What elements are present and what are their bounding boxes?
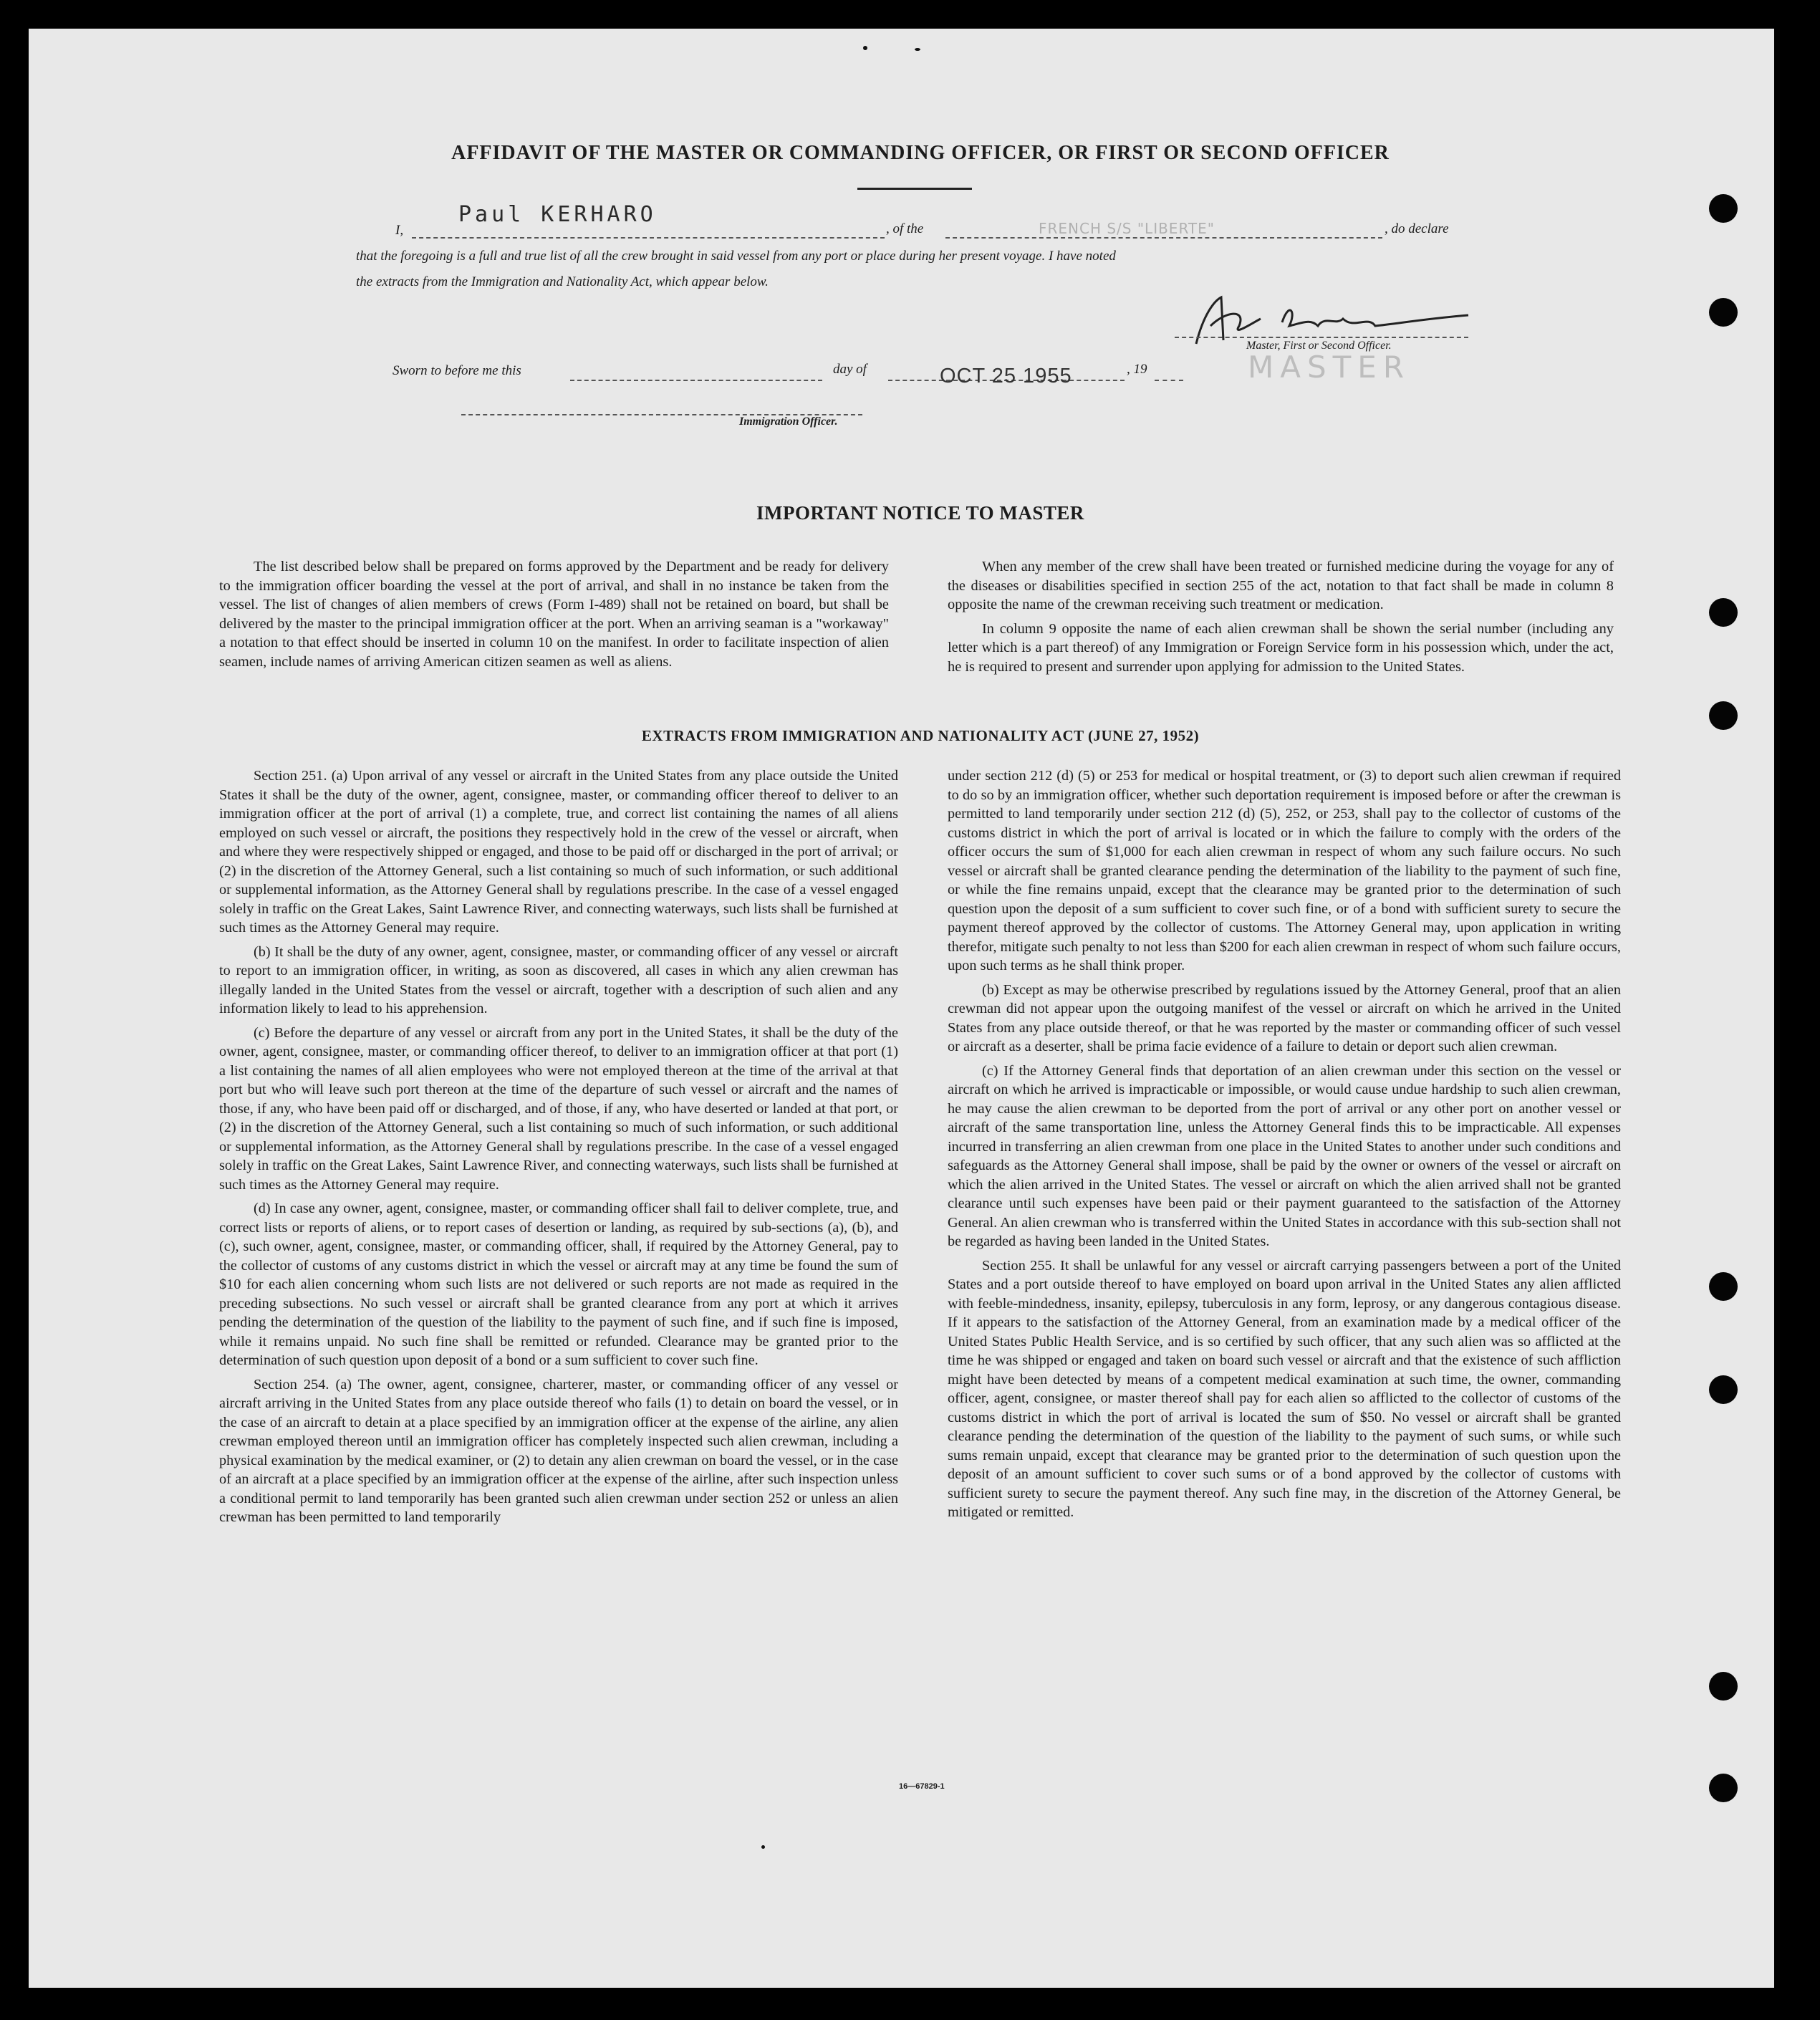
extract-paragraph: Section 255. It shall be unlawful for any vessel or aircraft carrying passengers between a port of the United States and a port outside thereof to have employed on board upon arrival in the United States any alien afflicted with feeble-mindedness, insanity, epilepsy, tuberculosis in any form, leprosy, or any dangerous contagious disease. If it appears to the satisfaction of the Attorney General, from an examination made by a medical officer of the United States Public Health Service, and is so certified by such officer, that any such alien was so afflicted at the time he was shipped or engaged and taken on board such vessel or aircraft and that the existence of such affliction might have been detected by means of a competent medical examination at such time, the owner, commanding officer, agent, consignee, or master thereof shall pay for each alien so afflicted to the collector of customs of the customs district in which the port of arrival is located the sum of $50. No vessel or aircraft shall be granted clearance pending the determination of the question of the liability to the payment of such sums, or while such sums remain unpaid, except that clearance may be granted prior to the determination of such question upon the deposit of an amount sufficient to cover such sums or of a bond approved by the collector of customs with sufficient surety to secure the payment thereof. Any such fine may, in the discretion of the Attorney General, be mitigated or remitted. (948, 1257, 1621, 1520)
extract-paragraph: (b) It shall be the duty of any owner, agent, consignee, master, or commanding officer of any vessel or aircraft to report to an immigration officer, in writing, as soon as discovered, all cases in which any alien crewman has illegally landed in the United States from the vessel or aircraft, together with a description of such alien and any information likely to lead to his apprehension. (219, 943, 898, 1016)
do-declare-label: , do declare (1385, 221, 1449, 236)
master-stamp: MASTER (1248, 350, 1411, 385)
extracts-title: EXTRACTS FROM IMMIGRATION AND NATIONALITY ACT (JUNE 27, 1952) (641, 727, 1200, 744)
year-label: , 19 (1127, 362, 1147, 377)
date-stamp: OCT 25 1955 (940, 365, 1072, 388)
notice-paragraph: The list described below shall be prepared on forms approved by the Department and be ready for delivery to the immigration officer boarding the vessel at the port of arrival, and shall in no instance be taken from the vessel. The list of changes of alien members of crews (Form I-489) shall not be retained on board, but shall be delivered by the master to the principal immigration officer at the port. When an arriving seaman is a "workaway" a notation to that effect should be inserted in column 10 on the manifest. In order to facilitate inspection of alien seamen, include names of arriving American citizen seamen as well as aliens. (219, 559, 889, 670)
binder-hole (1709, 1672, 1738, 1701)
title-rule (857, 188, 972, 190)
extract-paragraph: under section 212 (d) (5) or 253 for medical or hospital treatment, or (3) to deport such alien crewman if required to do so by an immigration officer, whether such deportation requirement is imposed before or after the crewman is permitted to land temporarily under section 212 (d) (5), 252, or 253, shall pay to the collector of customs of the customs district in which the port of arrival is located or in which the failure to comply with the orders of the officer occurs the sum of $1,000 for each alien crewman in respect of whom any such failure occurs. No such vessel or aircraft shall be granted clearance pending the determination of the liability to the payment of such fine, or while the fine remains unpaid, except that the clearance may be granted prior to the determination of such question upon the deposit of a sum sufficient to cover such fine, or of a bond with sufficient surety to secure the payment thereof approved by the collector of customs. The Attorney General may, upon application in writing therefor, mitigate such penalty to not less than $200 for each alien crewman in respect of whom such failure occurs, upon such terms as he shall think proper. (948, 768, 1621, 973)
year-line (1155, 380, 1183, 381)
extracts-right-column (948, 766, 1621, 1527)
i-label: I, (395, 223, 404, 238)
of-the-label: , of the (886, 221, 924, 236)
notice-paragraph: When any member of the crew shall have been treated or furnished medicine during the voyage for any of the diseases or disabilities specified in section 255 of the act, notation to that fact shall be made in column 8 opposite the name of the crewman receiving such treatment or medication. (948, 559, 1614, 612)
vessel-name: FRENCH S/S "LIBERTE" (1039, 220, 1215, 237)
extract-paragraph: (d) In case any owner, agent, consignee, master, or commanding officer shall fail to deliver complete, true, and correct lists or reports of aliens, or to report cases of desertion or landing, as required by sub-sections (a), (b), and (c), such owner, agent, consignee, master, or commanding officer, shall, if required by the Attorney General, pay to the collector of customs of any customs district in which the vessel or aircraft may at any time be found the sum of $10 for each alien concerning whom such lists are not delivered or such reports are not made as required in the preceding subsections. No such vessel or aircraft shall be granted clearance from any port at which it arrives pending the determination of the question of the liability to the payment of such fine, and if such fine is imposed, while it remains unpaid. No such fine shall be remitted or refunded. Clearance may be granted prior to the determination of such question upon deposit of a bond or a sum sufficient to cover such fine. (219, 1201, 898, 1368)
affidavit-title: AFFIDAVIT OF THE MASTER OR COMMANDING OFFICER, OR FIRST OR SECOND OFFICER (451, 142, 1390, 164)
binder-hole (1709, 598, 1738, 627)
statement-line-1: that the foregoing is a full and true list of all the crew brought in said vessel from any port or place during her present voyage. I have noted (356, 249, 1116, 264)
extract-paragraph: (c) If the Attorney General finds that deportation of an alien crewman under this section on the vessel or aircraft on which he arrived is impracticable or impossible, or would cause undue hardship to such alien crewman, he may cause the alien crewman to be deported from the port of arrival or any other port on another vessel or aircraft of the same transportation line, unless the Attorney General finds this to be impracticable. All expenses incurred in transferring an alien crewman from one place in the United States to another under such conditions and safeguards as the Attorney General shall impose, shall be paid by the owner or owners of the vessel or aircraft on which the alien arrived in the United States. The vessel or aircraft on which the alien arrived shall not be granted clearance until such expenses have been paid or their payment guaranteed to the satisfaction of the Attorney General. An alien crewman who is transferred within the United States in accordance with this sub-section shall not be regarded as having been landed in the United States. (948, 1062, 1621, 1249)
notice-title: IMPORTANT NOTICE TO MASTER (756, 502, 1084, 524)
scan-speck (863, 46, 867, 50)
master-name: Paul KERHARO (458, 202, 657, 227)
binder-hole (1709, 1272, 1738, 1301)
scan-speck (761, 1845, 765, 1849)
notice-left-column (219, 557, 889, 676)
binder-hole (1709, 194, 1738, 223)
binder-hole (1709, 1774, 1738, 1802)
extract-paragraph: Section 254. (a) The owner, agent, consignee, charterer, master, or commanding officer of any vessel or aircraft arriving in the United States from any place outside thereof who fails (1) to detain on board the vessel, or in the case of an aircraft to detain at a place specified by an immigration officer at the expense of the airline, any alien crewman employed thereon until an immigration officer has completely inspected such alien crewman, including a physical examination by the medical examiner, or (2) to detain any alien crewman on board the vessel, or in the case of an aircraft at a place specified by an immigration officer at the expense of the airline, after such inspection unless a conditional permit to land temporarily has been granted such alien crewman under section 252 or unless an alien crewman has been permitted to land temporarily (219, 1376, 898, 1525)
extract-paragraph: (c) Before the departure of any vessel or aircraft from any port in the United States, it shall be the duty of the owner, agent, consignee, master, or commanding officer thereof, to deliver to an immigration officer at that port (1) a list containing the names of all alien employees who were not employed thereon at the time of the arrival at that port but who will leave such port thereon at the time of the departure of such vessel or aircraft and the names of those, if any, who have been paid off or discharged, and of those, if any, who have deserted or landed at that port, or (2) in the discretion of the Attorney General, such a list containing so much of such information, or such additional or supplemental information, as the Attorney General shall by regulations prescribe. In the case of a vessel engaged solely in traffic on the Great Lakes, Saint Lawrence River, and connecting waterways, such lists shall be furnished at such times as the Attorney General may require. (219, 1024, 898, 1193)
signature-caption: Master, First or Second Officer. (1246, 340, 1392, 352)
extract-paragraph: (b) Except as may be otherwise prescribed by regulations issued by the Attorney General, proof that an alien crewman did not appear upon the outgoing manifest of the vessel or aircraft on which he arrived in the United States from any place outside thereof, or that he was reported by the master or commanding officer of such vessel or aircraft as a deserter, shall be prima facie evidence of a failure to detain or deport such alien crewman. (948, 981, 1621, 1054)
binder-hole (1709, 298, 1738, 327)
form-number: 16—67829-1 (899, 1782, 945, 1791)
notice-paragraph: In column 9 opposite the name of each alien crewman shall be shown the serial number (including any letter which is a part thereof) of any Immigration or Foreign Service form in his possession which, under the act, he is required to present and surrender upon applying for admission to the United States. (948, 620, 1614, 675)
officer-caption: Immigration Officer. (739, 415, 838, 428)
notice-right-column (948, 557, 1614, 681)
extract-paragraph: Section 251. (a) Upon arrival of any vessel or aircraft in the United States from any place outside the United States it shall be the duty of the owner, agent, consignee, master, or commanding officer thereof to deliver to an immigration officer at the port of arrival (1) a complete, true, and correct list containing the names of all aliens employed on such vessel or aircraft, the positions they respectively hold in the crew of the vessel or aircraft, when and where they were respectively shipped or engaged, and those to be paid off or discharged in the port of arrival; or (2) in the discretion of the Attorney General, such a list containing so much of such information, or such additional or supplemental information, as the Attorney General shall by regulations prescribe. In the case of a vessel engaged solely in traffic on the Great Lakes, Saint Lawrence River, and connecting waterways, such lists shall be furnished at such times as the Attorney General may require. (219, 768, 898, 936)
sworn-day-line (570, 380, 822, 381)
vessel-line (945, 237, 1382, 239)
binder-hole (1709, 1375, 1738, 1404)
day-of-label: day of (833, 362, 867, 377)
scan-speck (915, 48, 920, 51)
name-line (412, 237, 885, 239)
extracts-left-column (219, 766, 898, 1532)
sworn-label: Sworn to before me this (393, 363, 521, 378)
statement-line-2: the extracts from the Immigration and Nationality Act, which appear below. (356, 274, 769, 289)
signature-line (1175, 337, 1468, 338)
binder-hole (1709, 701, 1738, 730)
